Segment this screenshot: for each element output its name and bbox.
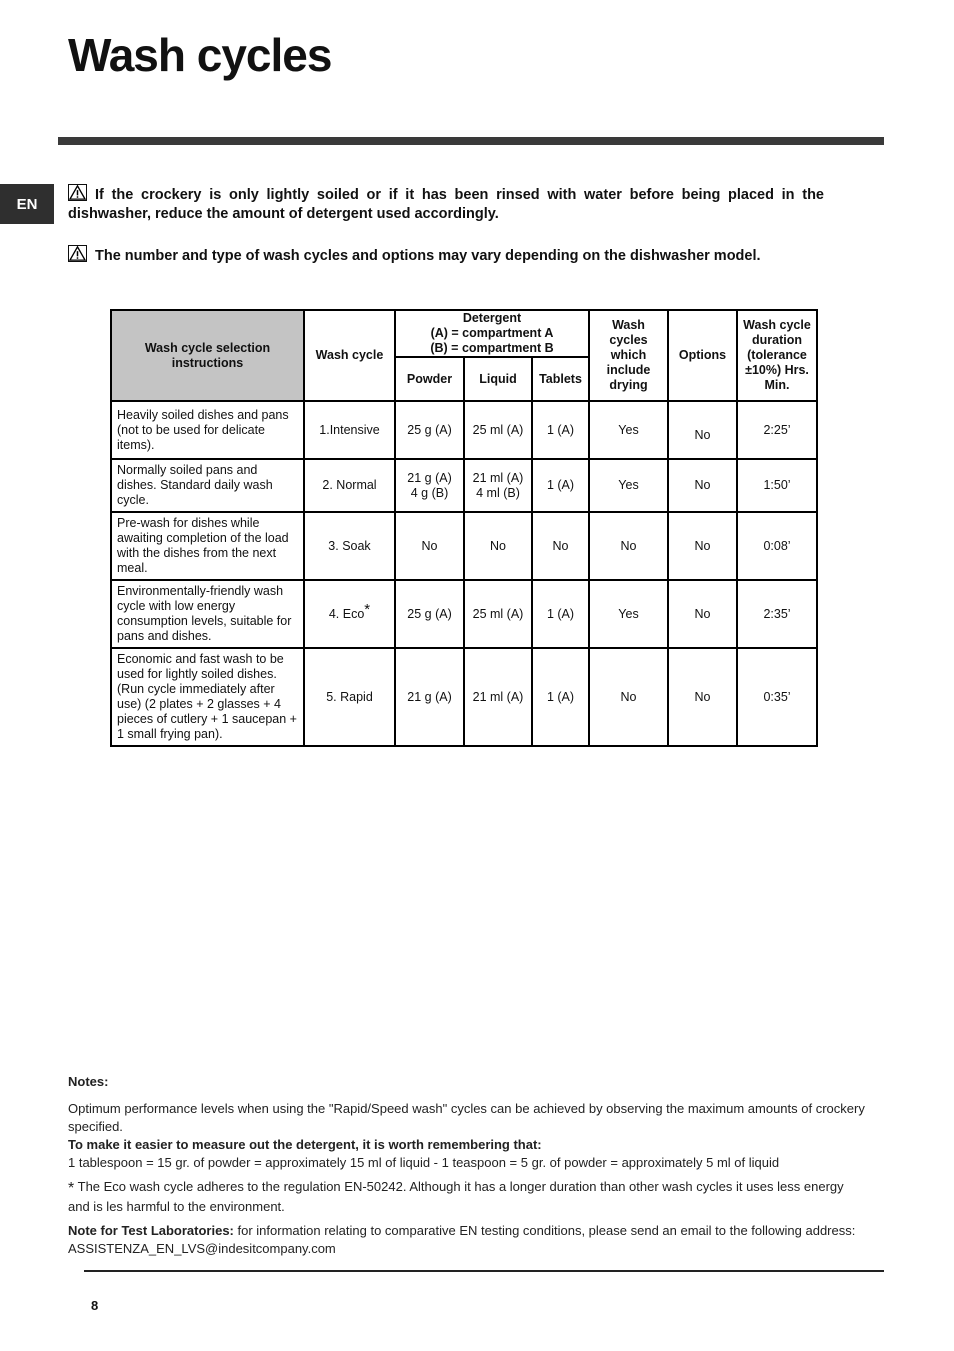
cell-drying: No xyxy=(589,512,668,580)
language-tab: EN xyxy=(0,184,54,224)
table-row xyxy=(111,580,817,648)
cell-liquid: 21 ml (A) 4 ml (B) xyxy=(464,459,532,512)
cycle-label: 4. Eco xyxy=(328,606,365,621)
table-row xyxy=(111,459,817,512)
header-options: Options xyxy=(668,310,737,401)
header-wash-cycle: Wash cycle xyxy=(304,310,395,401)
notes-heading: Notes: xyxy=(68,1074,109,1089)
warning-triangle-icon xyxy=(68,245,87,262)
notes-eco xyxy=(68,1178,868,1216)
notes-section xyxy=(68,1073,868,1258)
cell-powder: 25 g (A) xyxy=(395,401,464,459)
cell-tablets: No xyxy=(532,512,589,580)
cell-drying: Yes xyxy=(589,459,668,512)
cell-drying: Yes xyxy=(589,580,668,648)
eco-asterisk: * xyxy=(68,1180,75,1197)
cell-powder: No xyxy=(395,512,464,580)
notes-performance: Optimum performance levels when using the "Rapid/Speed wash" cycles can be achieved by observing the maximum amounts of crockery specified. xyxy=(68,1101,865,1134)
header-detergent-line: (A) = compartment A xyxy=(430,326,554,340)
cell-cycle: 2. Normal xyxy=(304,459,395,512)
cell-powder: 21 g (A) 4 g (B) xyxy=(395,459,464,512)
cell-instructions: Normally soiled pans and dishes. Standard daily wash cycle. xyxy=(111,459,304,512)
table-row xyxy=(111,401,817,459)
table-row xyxy=(111,648,817,746)
header-selection-instructions: Wash cycle selection instructions xyxy=(111,310,304,401)
header-detergent-line: (B) = compartment B xyxy=(430,341,554,355)
cell-instructions: Heavily soiled dishes and pans (not to be used for delicate items). xyxy=(111,401,304,459)
cell-duration: 1:50’ xyxy=(737,459,817,512)
header-duration: Wash cycle duration (tolerance ±10%) Hrs. Min. xyxy=(737,310,817,401)
cell-tablets: 1 (A) xyxy=(532,580,589,648)
cell-tablets: 1 (A) xyxy=(532,648,589,746)
cell-drying: No xyxy=(589,648,668,746)
notes-lab-text: for information relating to comparative EN testing conditions, please send an email to the following address: ASSISTENZA_EN_LVS@indesitcompany.com xyxy=(68,1223,856,1256)
bottom-divider xyxy=(84,1270,884,1272)
warning-lightly-soiled xyxy=(68,184,824,224)
cell-liquid: 21 ml (A) xyxy=(464,648,532,746)
cell-instructions: Economic and fast wash to be used for lightly soiled dishes. (Run cycle immediately after use) (2 plates + 2 glasses + 4 pieces of cutlery + 1 saucepan + 1 small frying pan). xyxy=(111,648,304,746)
warning-model-variation xyxy=(68,245,824,266)
notes-lab xyxy=(68,1222,868,1258)
notes-lab-label: Note for Test Laboratories: xyxy=(68,1223,234,1238)
cell-powder: 25 g (A) xyxy=(395,580,464,648)
warning-text: If the crockery is only lightly soiled or if it has been rinsed with water before being placed in the dishwasher, reduce the amount of detergent used accordingly. xyxy=(68,187,824,222)
cell-cycle xyxy=(304,580,395,648)
table-row xyxy=(111,512,817,580)
notes-eco-text: The Eco wash cycle adheres to the regulation EN-50242. Although it has a longer duration than other wash cycles it uses less energy and is les harmful to the environment. xyxy=(68,1179,844,1214)
top-divider xyxy=(58,137,884,145)
cell-liquid: 25 ml (A) xyxy=(464,401,532,459)
cell-cycle: 1.Intensive xyxy=(304,401,395,459)
cell-duration: 0:08’ xyxy=(737,512,817,580)
eco-asterisk: * xyxy=(364,600,371,618)
header-powder: Powder xyxy=(395,357,464,401)
page-number: 8 xyxy=(91,1298,99,1313)
cell-options: No xyxy=(668,459,737,512)
cell-tablets: 1 (A) xyxy=(532,401,589,459)
cell-drying: Yes xyxy=(589,401,668,459)
cell-instructions: Pre-wash for dishes while awaiting completion of the load with the dishes from the next meal. xyxy=(111,512,304,580)
cell-liquid: 25 ml (A) xyxy=(464,580,532,648)
cell-cycle: 3. Soak xyxy=(304,512,395,580)
notes-measure-heading: To make it easier to measure out the detergent, it is worth remembering that: xyxy=(68,1137,542,1152)
warning-text: The number and type of wash cycles and options may vary depending on the dishwasher model. xyxy=(95,248,761,264)
cell-duration: 2:25’ xyxy=(737,401,817,459)
cell-tablets: 1 (A) xyxy=(532,459,589,512)
cell-cycle: 5. Rapid xyxy=(304,648,395,746)
page-title: Wash cycles xyxy=(68,29,332,81)
cell-duration: 0:35’ xyxy=(737,648,817,746)
header-detergent-line: Detergent xyxy=(462,311,522,325)
wash-cycles-table xyxy=(110,309,818,747)
notes-measure-text: 1 tablespoon = 15 gr. of powder = approximately 15 ml of liquid - 1 teaspoon = 5 gr. of powder = approximately 5 ml of liquid xyxy=(68,1155,780,1170)
cell-powder: 21 g (A) xyxy=(395,648,464,746)
cell-liquid: No xyxy=(464,512,532,580)
cell-options: No xyxy=(668,512,737,580)
cell-options: No xyxy=(668,401,737,459)
cell-options: No xyxy=(668,580,737,648)
cell-duration: 2:35’ xyxy=(737,580,817,648)
warning-triangle-icon xyxy=(68,184,87,201)
header-liquid: Liquid xyxy=(464,357,532,401)
header-detergent xyxy=(395,310,589,357)
header-tablets: Tablets xyxy=(532,357,589,401)
cell-instructions: Environmentally-friendly wash cycle with low energy consumption levels, suitable for pans and dishes. xyxy=(111,580,304,648)
header-drying: Wash cycles which include drying xyxy=(589,310,668,401)
cell-options: No xyxy=(668,648,737,746)
